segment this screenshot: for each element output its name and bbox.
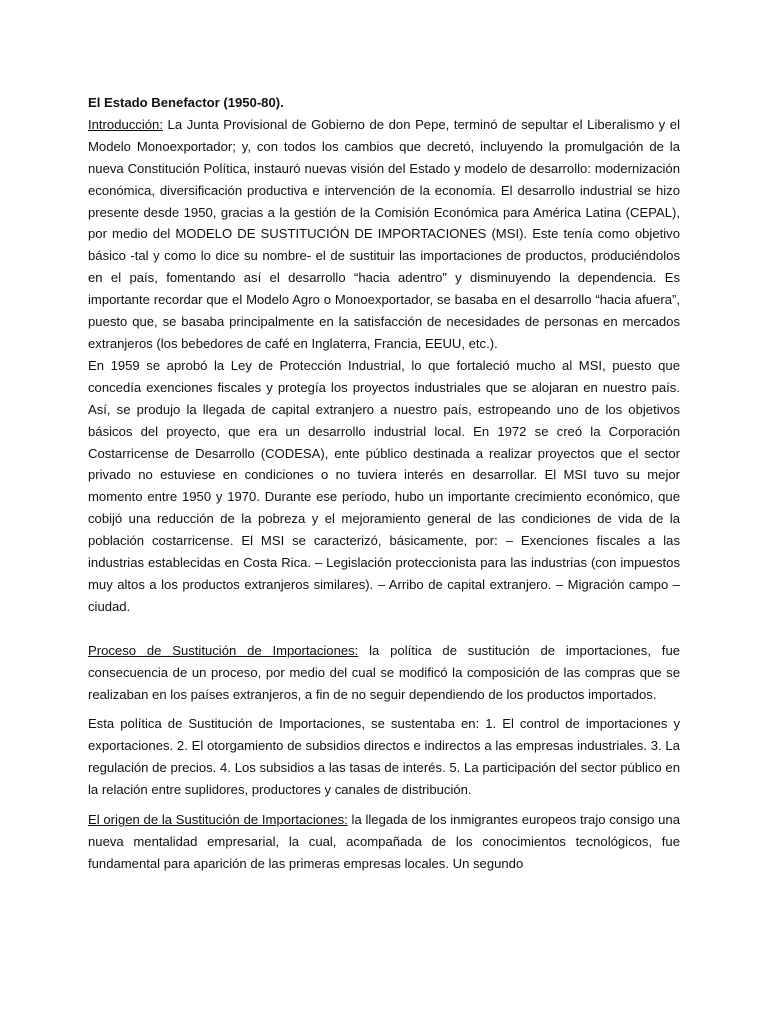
origen-paragraph — [88, 809, 680, 875]
proceso-text: la política de sustitución de importaciones, fue consecuencia de un proceso, por medio del cual se modificó la composición de las compras que se realizaban en los países extranjeros, a fin de no seguir dependiendo de los productos importados. — [88, 642, 681, 702]
intro-paragraph — [88, 114, 680, 355]
intro-label: Introducción: — [88, 116, 163, 132]
proceso-label: Proceso de Sustitución de Importaciones: — [88, 642, 359, 658]
intro-text: La Junta Provisional de Gobierno de don Pepe, terminó de sepultar el Liberalismo y el Modelo Monoexportador; y, con todos los cambios que decretó, incluyendo la promulgación de la nueva Constitución Política, instauró nuevas visión del Estado y modelo de desarrollo: modernización económica, diversificación productiva e intervención de la economía. El desarrollo industrial se hizo presente desde 1950, gracias a la gestión de la Comisión Económica para América Latina (CEPAL), por medio del MODELO DE SUSTITUCIÓN DE IMPORTACIONES (MSI). Este tenía como objetivo básico -tal y como lo dice su nombre- el de sustituir las importaciones de productos, produciéndolos en el país, fomentando así el desarrollo “hacia adentro” y disminuyendo la dependencia. Es importante recordar que el Modelo Agro o Monoexportador, se basaba en el desarrollo “hacia afuera”, puesto que, se basaba principalmente en la satisfacción de necesidades de personas en mercados extranjeros (los bebedores de café en Inglaterra, Francia, EEUU, etc.). — [88, 116, 680, 351]
politica-paragraph: Esta política de Sustitución de Importaciones, se sustentaba en: 1. El control de importaciones y exportaciones. 2. El otorgamiento de subsidios directos e indirectos a las empresas industriales. 3. La regulación de precios. 4. Los subsidios a las tasas de interés. 5. La participación del sector público en la relación entre suplidores, productores y canales de distribución. — [88, 716, 680, 798]
document-page — [88, 92, 680, 875]
document-title: El Estado Benefactor (1950-80). — [88, 95, 284, 110]
proceso-paragraph — [88, 640, 680, 706]
origen-label: El origen de la Sustitución de Importaciones: — [88, 812, 348, 828]
origen-text: la llegada de los inmigrantes europeos trajo consigo una nueva mentalidad empresarial, la cual, acompañada de los conocimientos tecnológicos, fue fundamental para aparición de las primeras empresas locales. Un segundo — [88, 812, 680, 871]
paragraph-1959: En 1959 se aprobó la Ley de Protección Industrial, lo que fortaleció mucho al MSI, puesto que concedía exenciones fiscales y protegía los proyectos industriales que se alojaran en nuestro país. Así, se produjo la llegada de capital extranjero a nuestro país, estropeando uno de los objetivos básicos del proyecto, que era un desarrollo industrial local. En 1972 se creó la Corporación Costarricense de Desarrollo (CODESA), ente público destinada a realizar proyectos que el sector privado no estuviese en condiciones o no tuviera interés en desarrollar. El MSI tuvo su mejor momento entre 1950 y 1970. Durante ese período, hubo un importante crecimiento económico, que cobijó una reducción de la pobreza y el mejoramiento general de las condiciones de vida de la población costarricense. El MSI se caracterizó, básicamente, por: – Exenciones fiscales a las industrias establecidas en Costa Rica. – Legislación proteccionista para las industrias (con impuestos muy altos a los productos extranjeros similares). – Arribo de capital extranjero. – Migración campo – ciudad. — [88, 357, 680, 614]
